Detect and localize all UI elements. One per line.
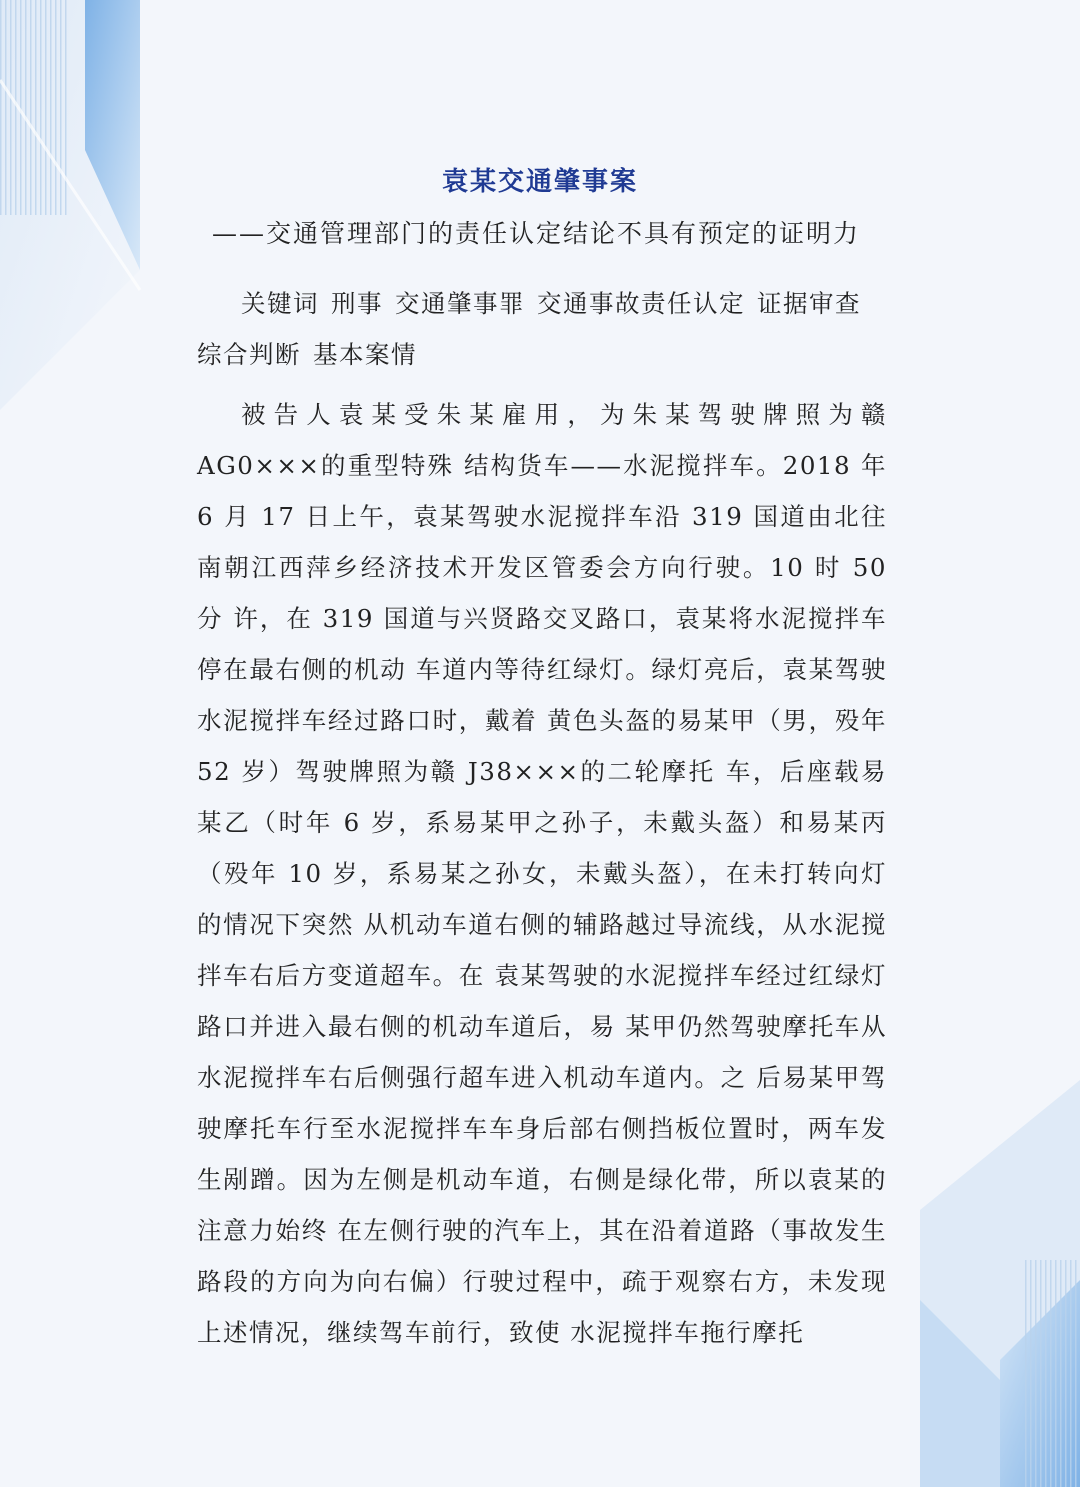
keyword-item: 综合判断 [197, 340, 301, 369]
keyword-item: 刑事 [331, 289, 383, 318]
keywords-label: 关键词 [241, 289, 319, 318]
keyword-item: 交通事故责任认定 [537, 289, 745, 318]
keyword-item: 证据审查 [757, 289, 861, 318]
case-facts-paragraph: 被告人袁某受朱某雇用，为朱某驾驶牌照为赣 AG0×××的重型特殊 结构货车——水泥搅拌车。2018 年 6 月 17 日上午，袁某驾驶水泥搅拌车沿 319 国道由北往南朝江西萍乡经济技术开发区管委会方向行驶。10 时 50 分 许，在 319 国道与兴贤路交叉路口，袁某将水泥搅拌车停在最右侧的机动 车道内等待红绿灯。绿灯亮后，袁某驾驶水泥搅拌车经过路口时，戴着 黄色头盔的易某甲（男，殁年 52 岁）驾驶牌照为赣 J38×××的二轮摩托 车，后座载易某乙（时年 6 岁，系易某甲之孙子，未戴头盔）和易某丙（殁年 10 岁，系易某之孙女，未戴头盔），在未打转向灯的情况下突然 从机动车道右侧的辅路越过导流线，从水泥搅拌车右后方变道超车。在 袁某驾驶的水泥搅拌车经过红绿灯路口并进入最右侧的机动车道后，易 某甲仍然驾驶摩托车从水泥搅拌车右后侧强行超车进入机动车道内。之 后易某甲驾驶摩托车行至水泥搅拌车车身后部右侧挡板位置时，两车发生剐蹭。因为左侧是机动车道，右侧是绿化带，所以袁某的注意力始终 在左侧行驶的汽车上，其在沿着道路（事故发生路段的方向为向右偏）行驶过程中，疏于观察右方，未发现上述情况，继续驾车前行，致使 水泥搅拌车拖行摩托 [197, 400, 887, 1347]
document-title: 袁某交通肇事案 [441, 167, 638, 197]
section-heading: 基本案情 [313, 340, 417, 369]
keyword-item: 交通肇事罪 [395, 289, 525, 318]
document-subtitle: ——交通管理部门的责任认定结论不具有预定的证明力 [212, 219, 861, 248]
keywords-paragraph [197, 278, 887, 380]
